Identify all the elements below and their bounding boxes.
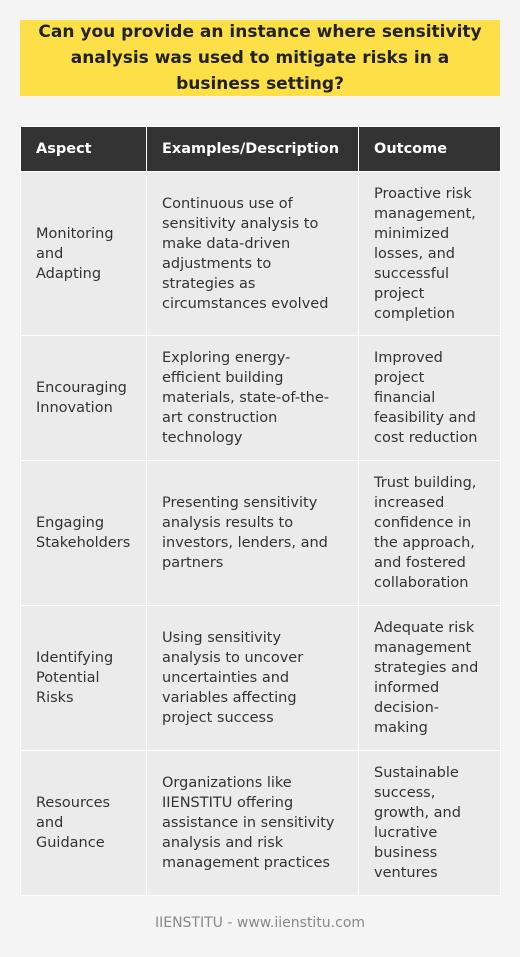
cell-description: Presenting sensitivity analysis results to investors, lenders, and partners bbox=[147, 461, 359, 606]
cell-outcome: Sustainable success, growth, and lucrative business ventures bbox=[359, 751, 501, 896]
header-description: Examples/Description bbox=[147, 127, 359, 172]
table-row bbox=[21, 336, 501, 461]
table-row bbox=[21, 606, 501, 751]
cell-description: Using sensitivity analysis to uncover uncertainties and variables affecting project success bbox=[147, 606, 359, 751]
header-outcome: Outcome bbox=[359, 127, 501, 172]
cell-aspect: Identifying Potential Risks bbox=[21, 606, 147, 751]
table-header-row bbox=[21, 127, 501, 172]
cell-outcome: Proactive risk management, minimized losses, and successful project completion bbox=[359, 172, 501, 336]
table-row bbox=[21, 751, 501, 896]
title-banner bbox=[20, 20, 500, 96]
cell-outcome: Trust building, increased confidence in the approach, and fostered collaboration bbox=[359, 461, 501, 606]
header-aspect: Aspect bbox=[21, 127, 147, 172]
cell-description: Continuous use of sensitivity analysis to make data-driven adjustments to strategies as circumstances evolved bbox=[147, 172, 359, 336]
cell-aspect: Monitoring and Adapting bbox=[21, 172, 147, 336]
cell-description: Exploring energy-efficient building materials, state-of-the-art construction technology bbox=[147, 336, 359, 461]
cell-outcome: Adequate risk management strategies and informed decision-making bbox=[359, 606, 501, 751]
cell-description: Organizations like IIENSTITU offering assistance in sensitivity analysis and risk management practices bbox=[147, 751, 359, 896]
cell-aspect: Encouraging Innovation bbox=[21, 336, 147, 461]
cell-aspect: Engaging Stakeholders bbox=[21, 461, 147, 606]
cell-outcome: Improved project financial feasibility and cost reduction bbox=[359, 336, 501, 461]
table-row bbox=[21, 172, 501, 336]
table-row bbox=[21, 461, 501, 606]
info-table bbox=[20, 126, 501, 896]
footer-credit: IIENSTITU - www.iienstitu.com bbox=[154, 915, 366, 931]
cell-aspect: Resources and Guidance bbox=[21, 751, 147, 896]
page-title: Can you provide an instance where sensitivity analysis was used to mitigate risks in a business setting? bbox=[38, 22, 482, 94]
